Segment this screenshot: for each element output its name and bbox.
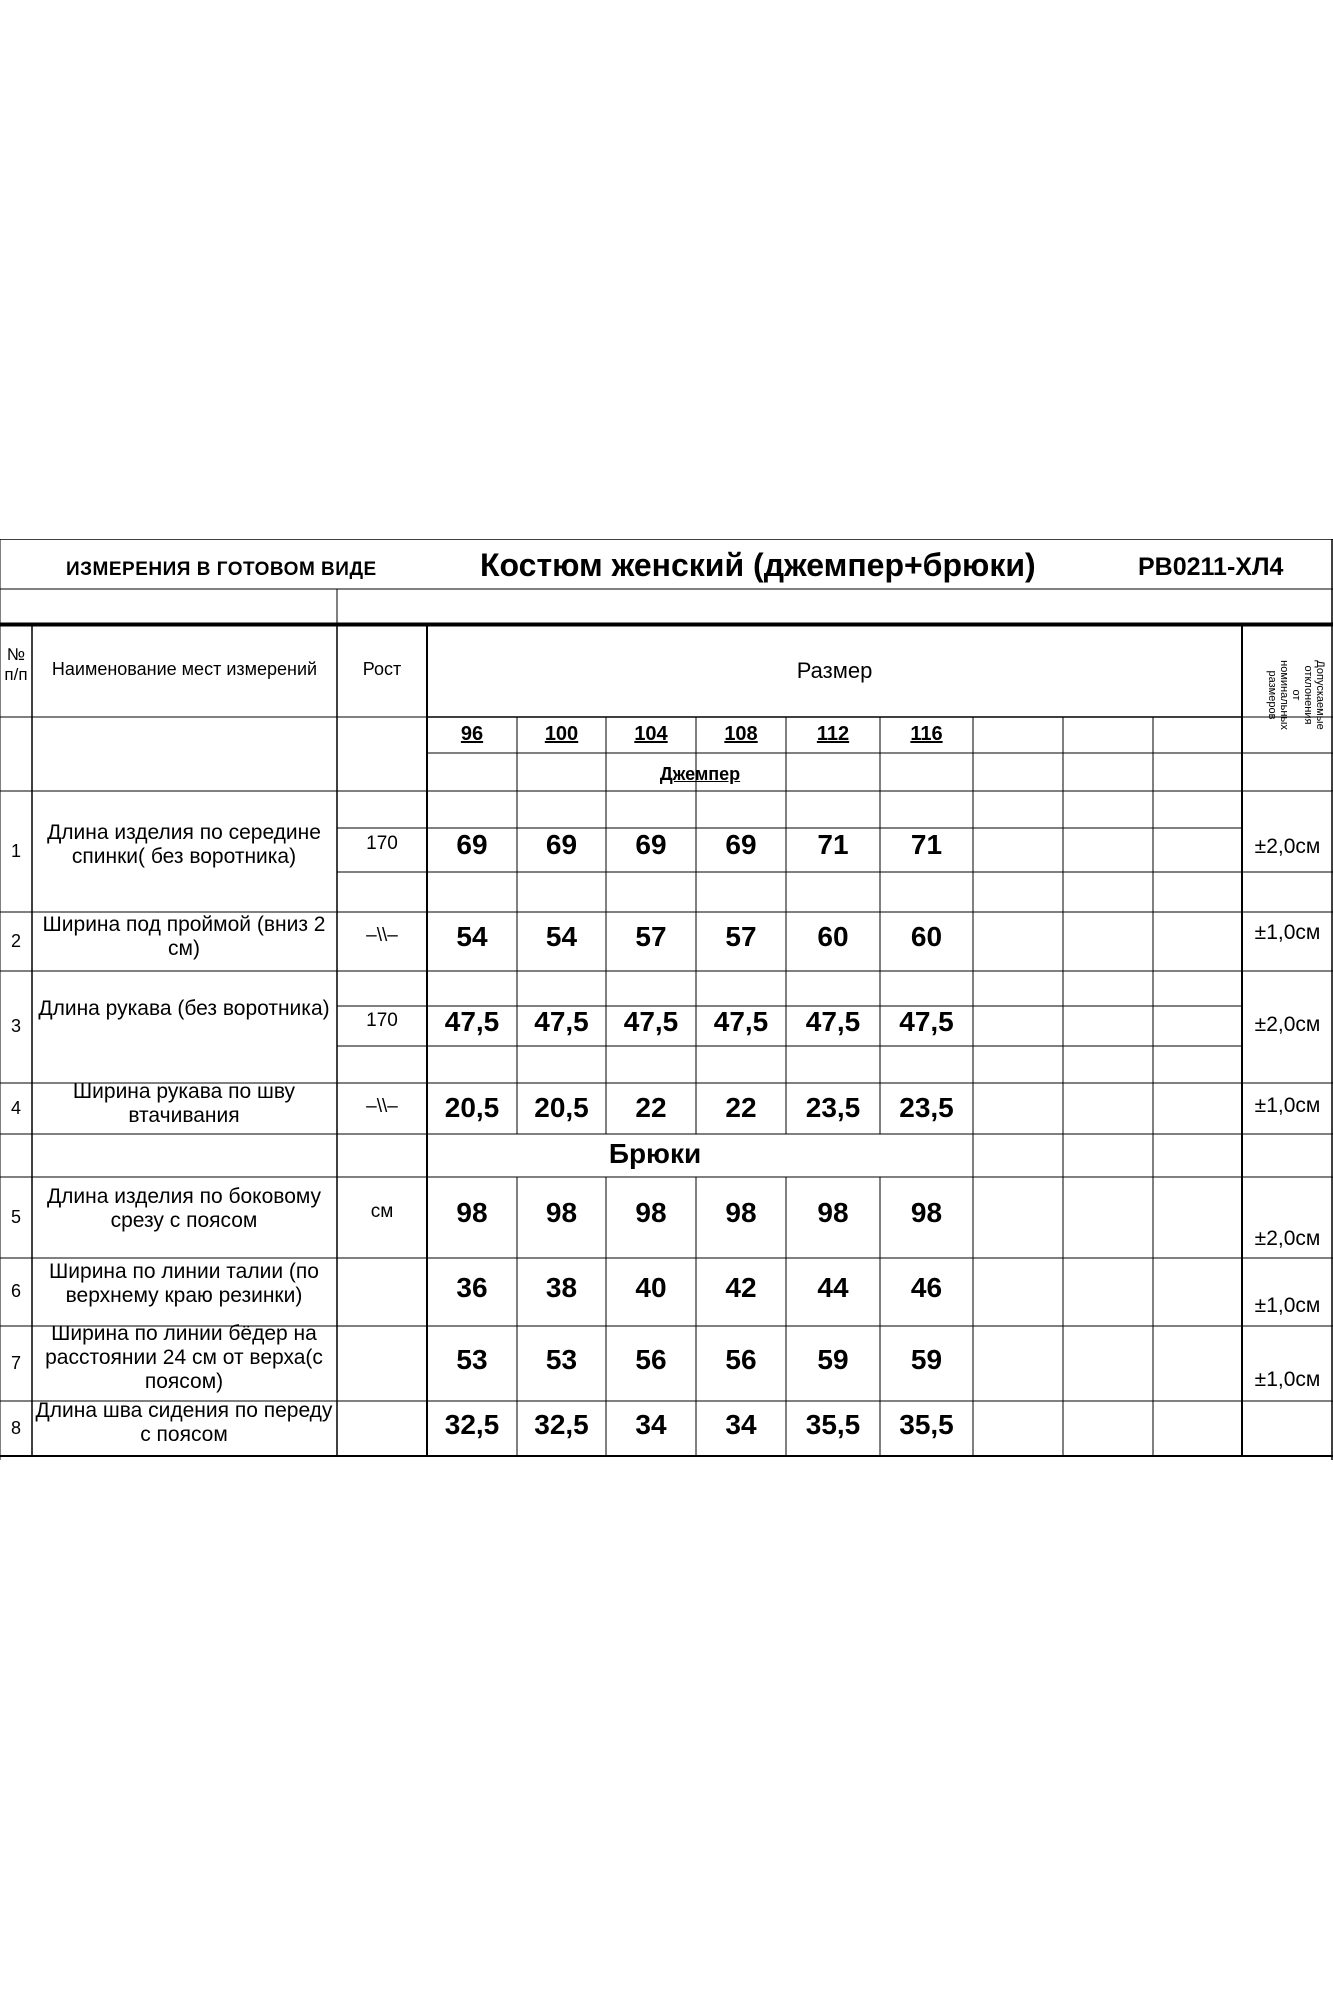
measurement-value: 38 xyxy=(545,1272,578,1303)
row-number: 5 xyxy=(10,1206,21,1227)
row-number: 6 xyxy=(10,1281,21,1301)
measurement-value: 57 xyxy=(635,921,667,952)
tolerance-value: ±1,0см xyxy=(1254,1294,1321,1317)
tolerance-value: ±2,0см xyxy=(1254,835,1321,858)
size-header-cell: 112 xyxy=(816,723,850,745)
measurement-value: 59 xyxy=(817,1344,849,1375)
height-value: см xyxy=(370,1201,394,1222)
measurement-value: 32,5 xyxy=(444,1409,500,1440)
measurement-value: 47,5 xyxy=(899,1006,954,1037)
measurement-value: 47,5 xyxy=(713,1006,769,1037)
measurement-value: 69 xyxy=(635,829,667,860)
measurement-value: 56 xyxy=(725,1344,757,1375)
row-number: 8 xyxy=(10,1417,21,1438)
measurement-value: 60 xyxy=(817,921,849,952)
measurement-name: Ширина под проймой (вниз 2 см) xyxy=(42,913,326,961)
measurement-value: 35,5 xyxy=(899,1409,954,1440)
size-chart-sheet xyxy=(0,539,1333,1460)
size-header-cell: 116 xyxy=(910,723,943,745)
measurement-value: 44 xyxy=(817,1272,849,1303)
size-header-cell: 100 xyxy=(544,723,579,745)
height-value: –\\– xyxy=(366,925,398,946)
measurement-value: 69 xyxy=(456,829,488,860)
measurement-value: 20,5 xyxy=(444,1092,500,1123)
measurement-value: 46 xyxy=(910,1272,943,1303)
tolerance-value: ±1,0см xyxy=(1254,921,1321,944)
measurement-name: Ширина по линии талии (по верхнему краю резинки) xyxy=(49,1260,319,1308)
measurement-value: 22 xyxy=(635,1092,667,1123)
column-height-header: Рост xyxy=(362,659,402,679)
section-pants-label: Брюки xyxy=(608,1138,702,1169)
column-number-header: № п/п xyxy=(4,645,28,684)
measurement-name: Длина изделия по середине спинки( без воротника) xyxy=(47,821,321,869)
measurement-value: 60 xyxy=(910,921,943,952)
measurement-name: Длина изделия по боковому срезу с поясом xyxy=(46,1185,322,1233)
height-value: 170 xyxy=(366,1010,398,1031)
column-name-header: Наименование мест измерений xyxy=(51,659,318,679)
measurement-value: 23,5 xyxy=(805,1092,861,1123)
column-tolerance-header: Допускаемые отклонения от номинальных размеров xyxy=(1265,660,1326,730)
measurement-value: 34 xyxy=(635,1409,667,1440)
measurement-value: 23,5 xyxy=(899,1092,954,1123)
measurement-value: 98 xyxy=(635,1197,667,1228)
measurement-value: 98 xyxy=(817,1197,849,1228)
row-number: 1 xyxy=(10,840,21,861)
measurement-value: 98 xyxy=(456,1197,488,1228)
article-code: РВ0211-ХЛ4 xyxy=(1138,553,1284,581)
measurement-value: 35,5 xyxy=(805,1409,861,1440)
row-number: 7 xyxy=(10,1352,21,1373)
measurement-value: 57 xyxy=(725,921,757,952)
measurement-value: 42 xyxy=(725,1272,757,1303)
measurement-value: 59 xyxy=(910,1344,943,1375)
measurement-value: 54 xyxy=(545,921,578,952)
column-size-header: Размер xyxy=(796,658,873,683)
tolerance-value: ±1,0см xyxy=(1254,1094,1321,1117)
tolerance-value: ±2,0см xyxy=(1254,1013,1321,1036)
measurement-value: 69 xyxy=(725,829,757,860)
row-number: 3 xyxy=(10,1016,21,1036)
measurement-value: 47,5 xyxy=(805,1006,861,1037)
measurement-value: 47,5 xyxy=(534,1006,589,1037)
section-jumper-label: Джемпер xyxy=(659,764,741,784)
measurement-value: 32,5 xyxy=(534,1409,589,1440)
measurement-value: 20,5 xyxy=(534,1092,589,1123)
row-number: 4 xyxy=(10,1097,21,1118)
size-header-cell: 104 xyxy=(634,723,668,745)
measurement-value: 34 xyxy=(725,1409,757,1440)
measurement-value: 54 xyxy=(456,921,488,952)
measurement-value: 53 xyxy=(456,1344,488,1375)
measurement-value: 71 xyxy=(910,829,943,860)
measurement-value: 98 xyxy=(545,1197,578,1228)
measurement-value: 98 xyxy=(910,1197,943,1228)
measurement-value: 69 xyxy=(545,829,578,860)
measurement-name: Ширина рукава по шву втачивания xyxy=(72,1080,296,1128)
document-title: Костюм женский (джемпер+брюки) xyxy=(480,547,1036,583)
tolerance-value: ±2,0см xyxy=(1254,1227,1321,1250)
measurement-name: Длина рукава (без воротника) xyxy=(38,997,330,1020)
measurement-value: 22 xyxy=(725,1092,757,1123)
measurement-name: Ширина по линии бёдер на расстоянии 24 см от верха(с поясом) xyxy=(45,1322,323,1394)
measurement-value: 47,5 xyxy=(623,1006,679,1037)
measurement-value: 47,5 xyxy=(444,1006,500,1037)
measurement-value: 53 xyxy=(545,1344,578,1375)
height-value: –\\– xyxy=(366,1096,398,1117)
measurement-value: 98 xyxy=(725,1197,757,1228)
measurement-value: 40 xyxy=(635,1272,667,1303)
measurement-label: ИЗМЕРЕНИЯ В ГОТОВОМ ВИДЕ xyxy=(66,559,377,580)
measurement-name: Длина шва сидения по переду с поясом xyxy=(35,1399,333,1447)
row-number: 2 xyxy=(10,930,21,951)
height-value: 170 xyxy=(366,833,398,854)
size-header-cell: 96 xyxy=(460,723,484,745)
measurement-value: 36 xyxy=(456,1272,488,1303)
measurement-value: 56 xyxy=(635,1344,667,1375)
size-header-cell: 108 xyxy=(724,723,758,745)
tolerance-value: ±1,0см xyxy=(1254,1368,1321,1391)
measurement-value: 71 xyxy=(817,829,849,860)
